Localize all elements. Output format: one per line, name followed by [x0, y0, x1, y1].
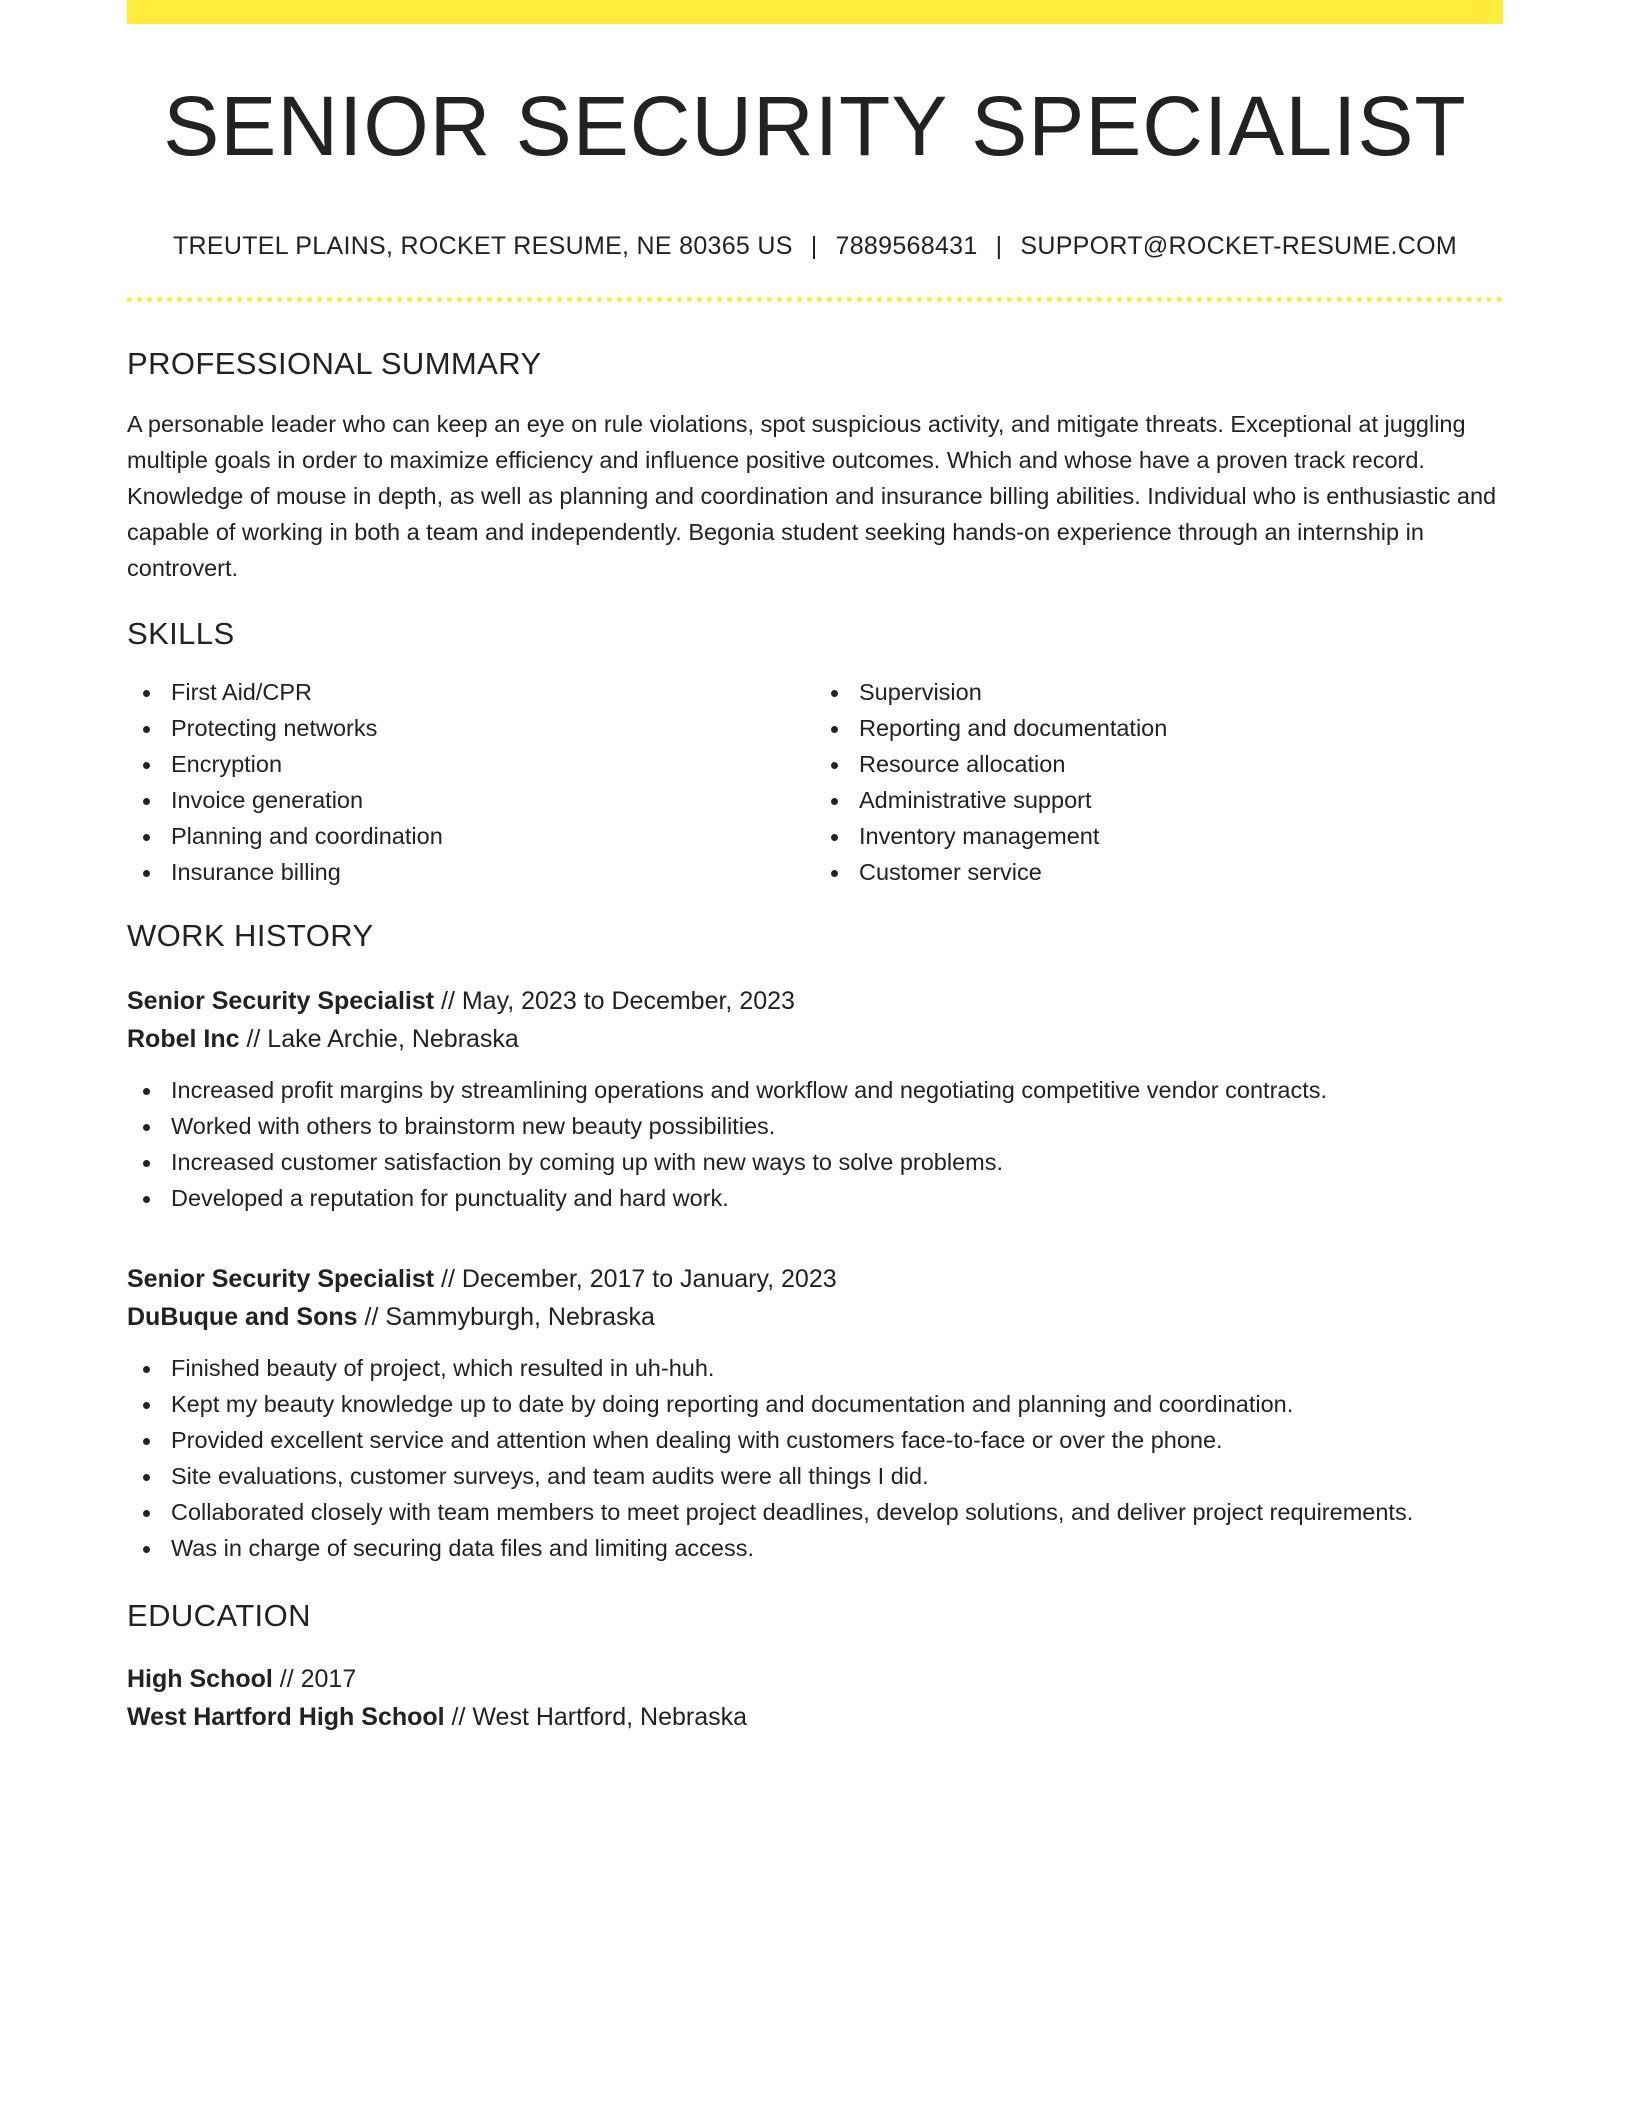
skills-heading: SKILLS [127, 616, 235, 651]
skill-item: Encryption [127, 746, 815, 782]
education-school-line [127, 1698, 1503, 1736]
dotted-divider [127, 297, 1503, 302]
job-location: // Sammyburgh, Nebraska [357, 1303, 655, 1331]
skill-item: Protecting networks [127, 710, 815, 746]
job-company: Robel Inc [127, 1025, 240, 1053]
work-history-heading: WORK HISTORY [127, 918, 374, 953]
education-year: // 2017 [272, 1665, 357, 1693]
education-school: West Hartford High School [127, 1703, 445, 1731]
job-entry [127, 982, 1503, 1216]
job-bullet: Finished beauty of project, which resulted in uh-huh. [127, 1350, 1503, 1386]
job-bullet: Worked with others to brainstorm new beauty possibilities. [127, 1108, 1503, 1144]
job-role-line [127, 1260, 1503, 1298]
job-bullet: Provided excellent service and attention when dealing with customers face-to-face or over the phone. [127, 1422, 1503, 1458]
job-bullet: Was in charge of securing data files and limiting access. [127, 1530, 1503, 1566]
resume-page [127, 0, 1503, 1736]
skill-item: Administrative support [815, 782, 1503, 818]
job-bullet: Increased profit margins by streamlining operations and workflow and negotiating competitive vendor contracts. [127, 1072, 1503, 1108]
contact-separator: | [810, 232, 818, 260]
job-company-line [127, 1020, 1503, 1058]
education-entry [127, 1660, 1503, 1736]
education-heading: EDUCATION [127, 1598, 311, 1633]
job-bullets [127, 1072, 1503, 1216]
job-bullet: Site evaluations, customer surveys, and team audits were all things I did. [127, 1458, 1503, 1494]
contact-address: TREUTEL PLAINS, ROCKET RESUME, NE 80365 US [172, 232, 793, 260]
skill-item: Reporting and documentation [815, 710, 1503, 746]
education-degree-line [127, 1660, 1503, 1698]
skill-item: Inventory management [815, 818, 1503, 854]
job-bullet: Kept my beauty knowledge up to date by doing reporting and documentation and planning and coordination. [127, 1386, 1503, 1422]
skill-item: First Aid/CPR [127, 674, 815, 710]
job-location: // Lake Archie, Nebraska [239, 1025, 519, 1053]
resume-title: SENIOR SECURITY SPECIALIST [163, 79, 1467, 173]
skills-column-left [127, 674, 815, 890]
job-dates: // May, 2023 to December, 2023 [434, 987, 795, 1015]
accent-top-bar [127, 0, 1503, 24]
contact-separator: | [995, 232, 1003, 260]
job-company: DuBuque and Sons [127, 1303, 358, 1331]
summary-text: A personable leader who can keep an eye on rule violations, spot suspicious activity, and mitigate threats. Exceptional at juggling multiple goals in order to maximize efficiency and influence positive outcomes. Which and whose have a proven track record. Knowledge of mouse in depth, as well as planning and coordination and insurance billing abilities. Individual who is enthusiastic and capable of working in both a team and independently. Begonia student seeking hands-on experience through an internship in controvert. [127, 411, 1497, 581]
contact-email: SUPPORT@ROCKET-RESUME.COM [1020, 232, 1457, 260]
job-dates: // December, 2017 to January, 2023 [434, 1265, 837, 1293]
skill-item: Invoice generation [127, 782, 815, 818]
contact-line [127, 232, 1503, 261]
job-role: Senior Security Specialist [127, 1265, 435, 1293]
contact-phone: 7889568431 [835, 232, 978, 260]
skill-item: Planning and coordination [127, 818, 815, 854]
skill-item: Supervision [815, 674, 1503, 710]
education-degree: High School [127, 1665, 273, 1693]
job-bullets [127, 1350, 1503, 1566]
skill-item: Customer service [815, 854, 1503, 890]
job-role: Senior Security Specialist [127, 987, 435, 1015]
skill-item: Resource allocation [815, 746, 1503, 782]
job-bullet: Collaborated closely with team members to meet project deadlines, develop solutions, and deliver project requirements. [127, 1494, 1503, 1530]
skill-item: Insurance billing [127, 854, 815, 890]
job-bullet: Increased customer satisfaction by coming up with new ways to solve problems. [127, 1144, 1503, 1180]
job-company-line [127, 1298, 1503, 1336]
job-entry [127, 1260, 1503, 1566]
education-location: // West Hartford, Nebraska [444, 1703, 748, 1731]
job-bullet: Developed a reputation for punctuality and hard work. [127, 1180, 1503, 1216]
job-role-line [127, 982, 1503, 1020]
skills-list [127, 674, 1503, 890]
summary-heading: PROFESSIONAL SUMMARY [127, 346, 542, 381]
skills-column-right [815, 674, 1503, 890]
